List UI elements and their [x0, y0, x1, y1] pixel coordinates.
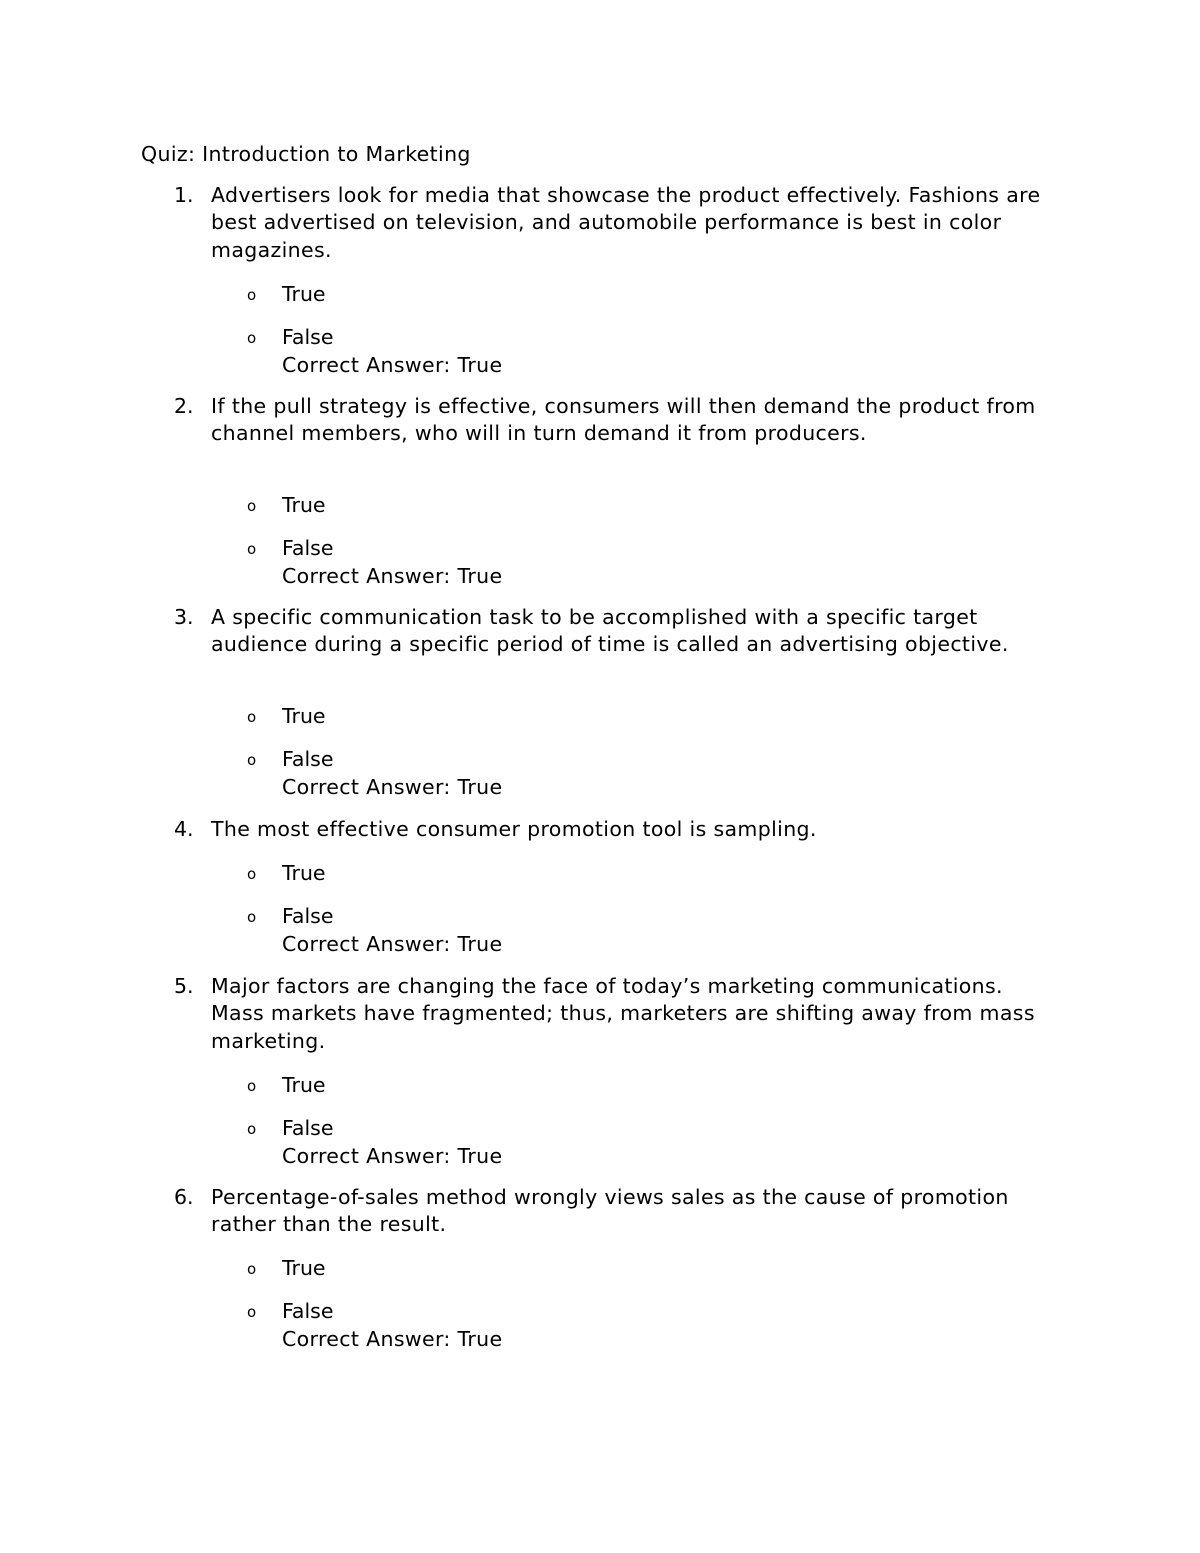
option-label: False [282, 904, 334, 928]
answer-option-true [0, 280, 600, 308]
option-label: True [282, 493, 326, 517]
option-bullet-icon: o [247, 908, 257, 926]
answer-option-false [0, 534, 600, 562]
option-bullet-icon: o [247, 540, 257, 558]
question-number: 4. [174, 817, 194, 841]
question-number: 5. [174, 974, 194, 998]
option-label: False [282, 1299, 334, 1323]
correct-answer: Correct Answer: True [282, 932, 503, 956]
correct-answer: Correct Answer: True [282, 1144, 503, 1168]
option-bullet-icon: o [247, 329, 257, 347]
answer-option-false [0, 902, 600, 930]
option-label: False [282, 325, 334, 349]
option-bullet-icon: o [247, 865, 257, 883]
option-label: True [282, 1256, 326, 1280]
question-text: Major factors are changing the face of today’s marketing communications. Mass markets have fragmented; thus, marketers are shifting away from mass marketing. [211, 974, 1035, 1053]
answer-option-false [0, 745, 600, 773]
question-text: The most effective consumer promotion tool is sampling. [211, 817, 817, 841]
option-label: False [282, 1116, 334, 1140]
answer-option-false [0, 1114, 600, 1142]
quiz-title: Quiz: Introduction to Marketing [141, 142, 471, 166]
option-bullet-icon: o [247, 286, 257, 304]
option-label: False [282, 747, 334, 771]
option-label: True [282, 704, 326, 728]
answer-option-true [0, 1254, 600, 1282]
question-text: Percentage-of-sales method wrongly views sales as the cause of promotion rather than the result. [211, 1185, 1009, 1237]
answer-option-true [0, 702, 600, 730]
question-text: Advertisers look for media that showcase the product effectively. Fashions are best advertised on television, and automobile performance is best in color magazines. [211, 183, 1041, 262]
answer-option-false [0, 323, 600, 351]
answer-option-true [0, 491, 600, 519]
option-bullet-icon: o [247, 1120, 257, 1138]
option-bullet-icon: o [247, 708, 257, 726]
question-number: 3. [174, 605, 194, 629]
option-bullet-icon: o [247, 1260, 257, 1278]
correct-answer: Correct Answer: True [282, 775, 503, 799]
answer-option-false [0, 1297, 600, 1325]
question-number: 6. [174, 1185, 194, 1209]
option-bullet-icon: o [247, 751, 257, 769]
question-text: A specific communication task to be accomplished with a specific target audience during a specific period of time is called an advertising objective. [211, 605, 1009, 657]
question-number: 2. [174, 394, 194, 418]
option-bullet-icon: o [247, 1303, 257, 1321]
answer-option-true [0, 859, 600, 887]
option-bullet-icon: o [247, 1077, 257, 1095]
option-label: True [282, 861, 326, 885]
correct-answer: Correct Answer: True [282, 564, 503, 588]
question-text: If the pull strategy is effective, consumers will then demand the product from channel members, who will in turn demand it from producers. [211, 394, 1036, 446]
question-number: 1. [174, 183, 194, 207]
correct-answer: Correct Answer: True [282, 1327, 503, 1351]
answer-option-true [0, 1071, 600, 1099]
correct-answer: Correct Answer: True [282, 353, 503, 377]
option-label: True [282, 282, 326, 306]
option-label: False [282, 536, 334, 560]
option-label: True [282, 1073, 326, 1097]
option-bullet-icon: o [247, 497, 257, 515]
